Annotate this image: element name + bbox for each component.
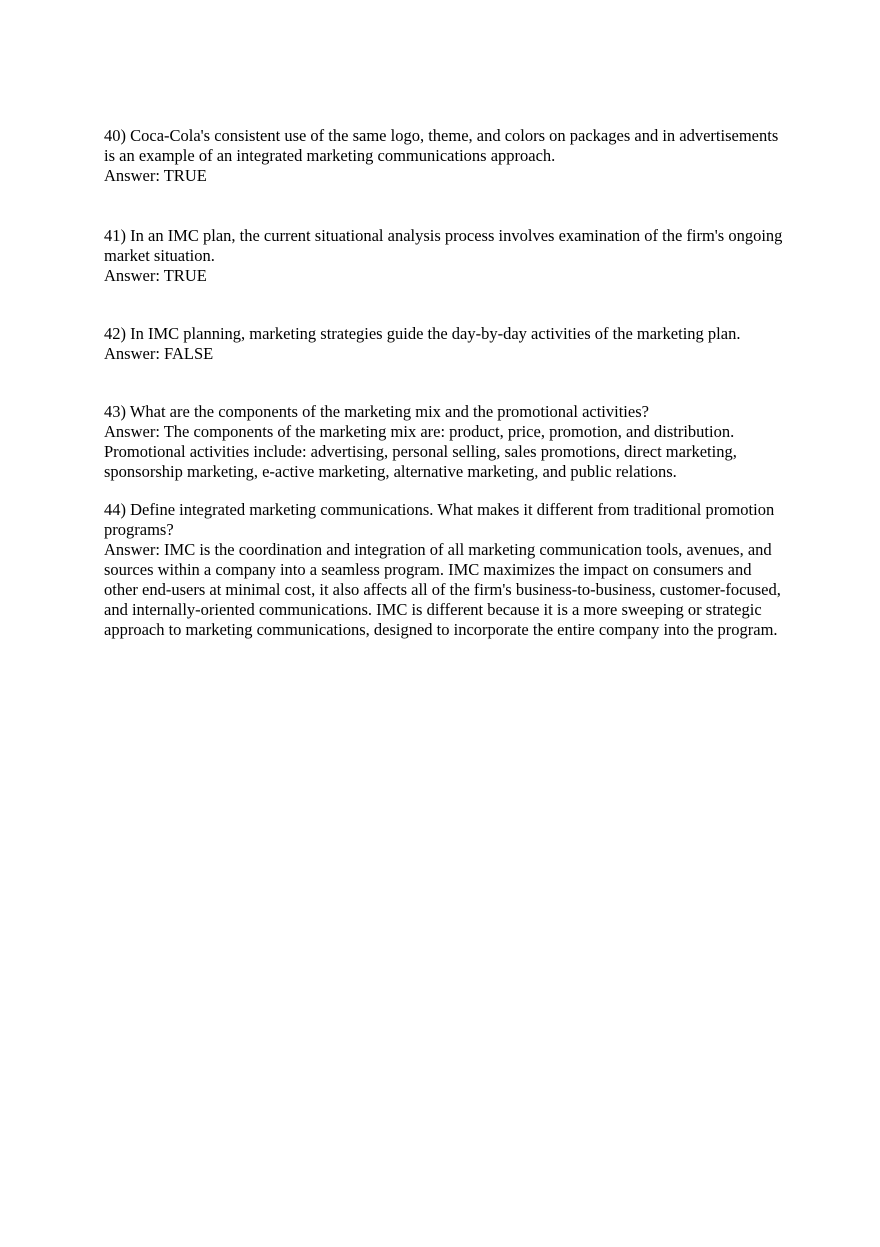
question-text: 41) In an IMC plan, the current situational analysis process involves examination of the firm's ongoing market situation. (104, 226, 783, 265)
question-text: 40) Coca-Cola's consistent use of the same logo, theme, and colors on packages and in advertisements is an example of an integrated marketing communications approach. (104, 126, 779, 165)
question-text: 44) Define integrated marketing communications. What makes it different from traditional promotion programs? (104, 500, 775, 539)
answer-text: Answer: IMC is the coordination and integration of all marketing communication tools, avenues, and sources within a company into a seamless program. IMC maximizes the impact on consumers and other end-users at minimal cost, it also affects all of the firm's business-to-business, customer-focused, and internally-oriented communications. IMC is different because it is a more sweeping or strategic approach to marketing communications, designed to incorporate the entire company into the program. (104, 540, 781, 639)
document-page (104, 126, 784, 640)
answer-text: Answer: TRUE (104, 266, 207, 285)
question-block-42 (104, 324, 784, 364)
question-block-41 (104, 226, 784, 286)
question-block-40 (104, 126, 784, 186)
question-block-44 (104, 500, 784, 640)
question-text: 42) In IMC planning, marketing strategies guide the day-by-day activities of the marketing plan. (104, 324, 741, 343)
answer-text: Answer: The components of the marketing mix are: product, price, promotion, and distribution. Promotional activities include: advertising, personal selling, sales promotions, direct marketing, sponsorship marketing, e-active marketing, alternative marketing, and public relations. (104, 422, 737, 481)
question-text: 43) What are the components of the marketing mix and the promotional activities? (104, 402, 649, 421)
answer-text: Answer: TRUE (104, 166, 207, 185)
question-block-43 (104, 402, 784, 482)
answer-text: Answer: FALSE (104, 344, 214, 363)
